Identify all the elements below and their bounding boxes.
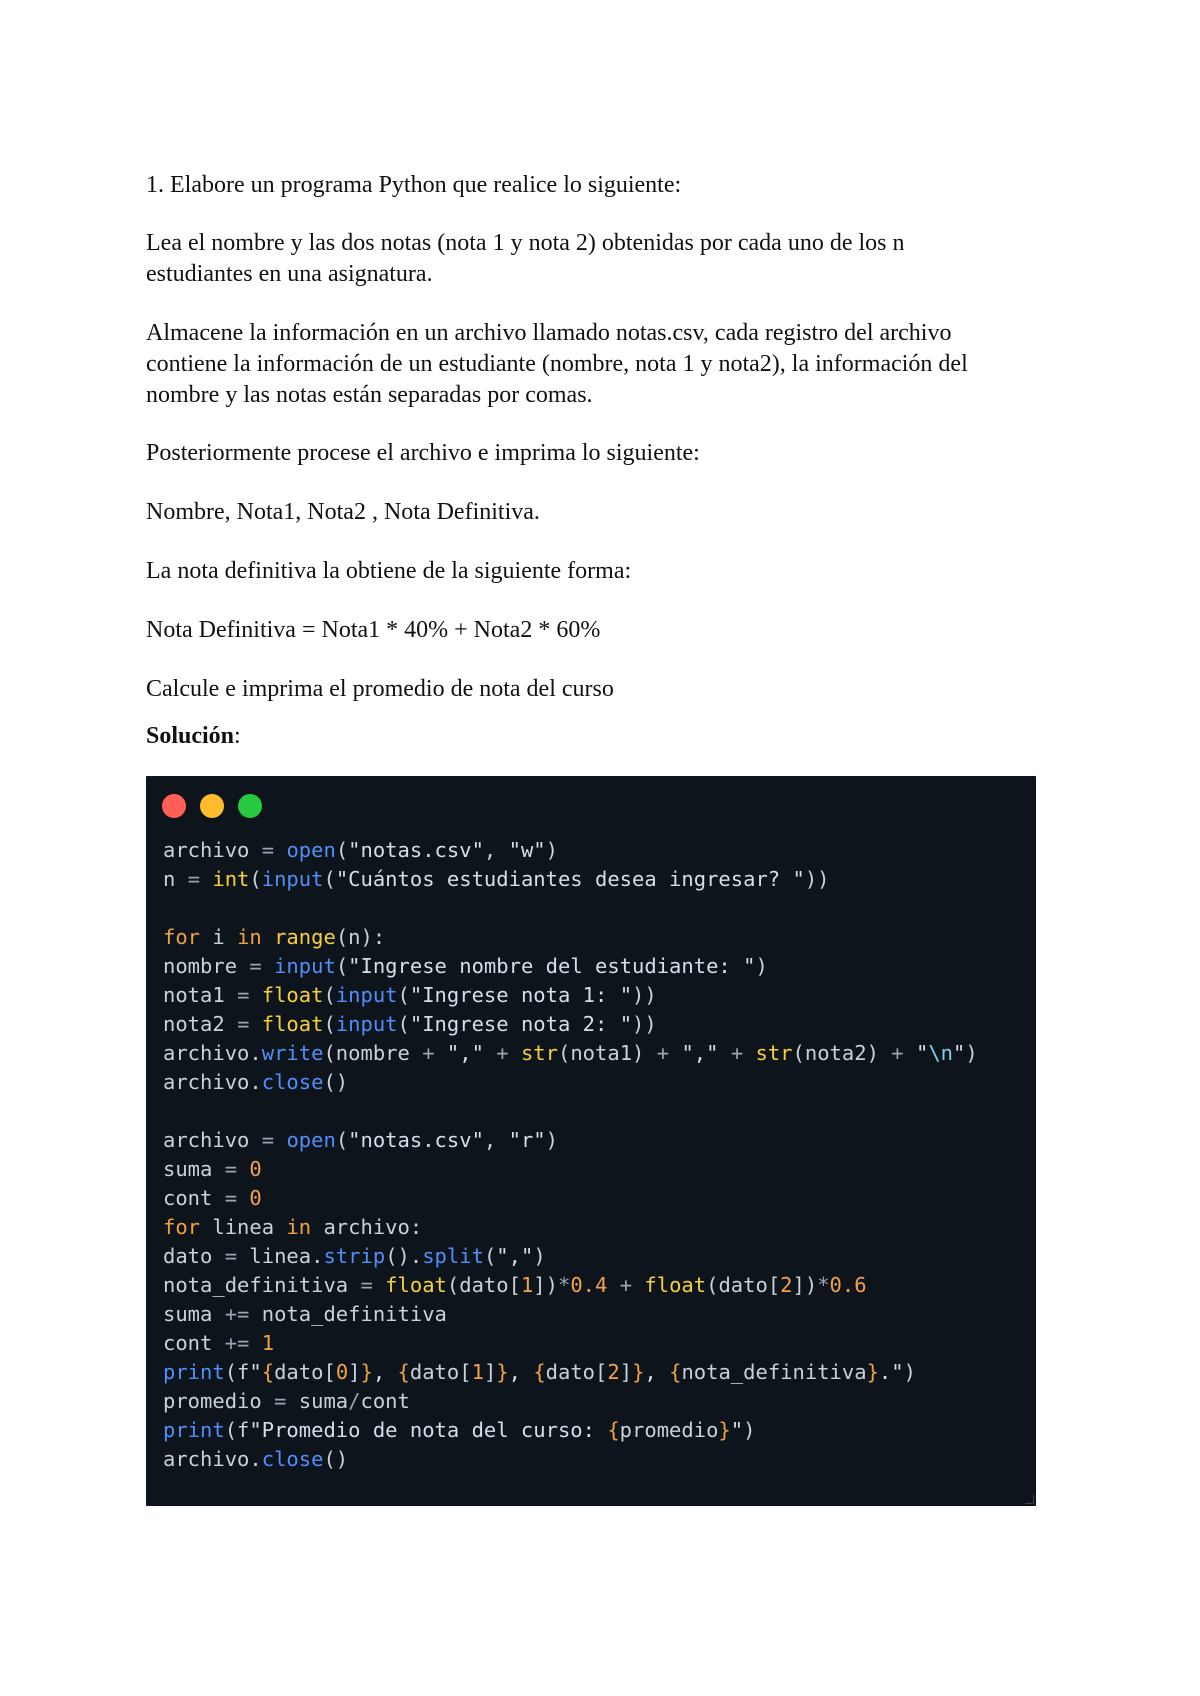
code-token: int: [212, 867, 250, 891]
code-token: nombre: [163, 954, 250, 978]
code-token: [484, 1041, 496, 1065]
code-token: *: [817, 1273, 830, 1297]
code-token: "w": [508, 838, 546, 862]
code-token: input: [335, 983, 398, 1007]
code-token: dato[: [409, 1360, 472, 1384]
code-token: .": [878, 1360, 904, 1384]
code-line: [163, 1387, 978, 1416]
code-line: [163, 1039, 978, 1068]
code-token: =: [261, 838, 275, 862]
code-token: (dato[: [446, 1273, 521, 1297]
code-line: [163, 1242, 978, 1271]
code-token: 0.6: [829, 1273, 867, 1297]
code-token: print: [163, 1418, 225, 1442]
code-token: ]: [348, 1360, 361, 1384]
read-paragraph-line-2: estudiantes en una asignatura.: [146, 261, 433, 287]
code-token: for: [163, 925, 201, 949]
code-token: [435, 1041, 447, 1065]
code-token: (nota1): [558, 1041, 657, 1065]
code-block: [163, 836, 978, 1474]
code-token: =: [249, 954, 262, 978]
code-token: [274, 838, 286, 862]
code-token: ,: [483, 838, 509, 862]
code-token: str: [755, 1041, 793, 1065]
code-line: [163, 981, 978, 1010]
formula-paragraph: Nota Definitiva = Nota1 * 40% + Nota2 * 60%: [146, 617, 601, 643]
code-token: +: [422, 1041, 435, 1065]
code-token: write: [261, 1041, 324, 1065]
code-token: close: [261, 1070, 324, 1094]
code-token: [718, 1041, 730, 1065]
code-token: n: [163, 867, 188, 891]
code-token: ().: [385, 1244, 423, 1268]
code-token: 0: [249, 1157, 262, 1181]
code-line: [163, 1126, 978, 1155]
code-token: {: [533, 1360, 546, 1384]
code-token: ): [965, 1041, 978, 1065]
code-token: archivo.: [163, 1041, 262, 1065]
code-token: ",": [446, 1041, 484, 1065]
code-token: =: [224, 1157, 238, 1181]
code-token: linea: [200, 1215, 287, 1239]
code-token: "Cuántos estudiantes desea ingresar? ": [335, 867, 805, 891]
code-token: print: [163, 1360, 225, 1384]
minimize-dot-icon: [200, 794, 224, 818]
code-token: [262, 954, 274, 978]
code-token: "Ingrese nota 2: ": [409, 1012, 633, 1036]
code-token: 2: [780, 1273, 793, 1297]
code-token: "notas.csv": [348, 838, 484, 862]
code-token: }: [866, 1360, 879, 1384]
solution-label-colon: :: [234, 723, 241, 749]
code-token: +: [619, 1273, 633, 1297]
code-token: 1: [261, 1331, 275, 1355]
store-paragraph-line-2: contiene la información de un estudiante (nombre, nota 1 y nota2), la información del: [146, 351, 968, 377]
code-token: float: [261, 983, 324, 1007]
read-paragraph-line-1: Lea el nombre y las dos notas (nota 1 y nota 2) obtenidas por cada uno de los n: [146, 230, 905, 256]
code-token: linea.: [237, 1244, 324, 1268]
code-token: [249, 983, 261, 1007]
code-token: =: [237, 1012, 250, 1036]
code-token: =: [237, 983, 250, 1007]
code-token: archivo: [163, 838, 262, 862]
code-token: =: [187, 867, 201, 891]
code-line: [163, 923, 978, 952]
code-token: nota_definitiva: [249, 1302, 447, 1326]
code-token: ,: [644, 1360, 670, 1384]
code-token: ): [545, 838, 558, 862]
code-line: [163, 1271, 978, 1300]
code-token: (dato[: [706, 1273, 781, 1297]
code-token: (: [397, 983, 410, 1007]
code-token: (n):: [335, 925, 386, 949]
code-token: {: [261, 1360, 275, 1384]
code-token: [669, 1041, 681, 1065]
code-token: nota_definitiva: [163, 1273, 361, 1297]
code-token: archivo.: [163, 1070, 262, 1094]
code-token: )): [804, 867, 830, 891]
code-token: (: [323, 867, 336, 891]
code-token: +: [730, 1041, 744, 1065]
code-token: [262, 925, 274, 949]
code-token: cont: [163, 1186, 225, 1210]
code-token: cont: [360, 1389, 410, 1413]
code-token: [249, 1012, 261, 1036]
code-token: "Ingrese nombre del estudiante: ": [348, 954, 756, 978]
code-line: [163, 1358, 978, 1387]
code-token: {: [397, 1360, 410, 1384]
code-token: in: [237, 925, 262, 949]
code-token: strip: [323, 1244, 386, 1268]
code-token: ": [953, 1041, 966, 1065]
code-token: 2: [607, 1360, 620, 1384]
code-line: [163, 1445, 978, 1474]
solution-label-text: Solución: [146, 723, 235, 749]
code-token: promedio: [163, 1389, 275, 1413]
code-token: 1: [520, 1273, 534, 1297]
code-token: [509, 1041, 521, 1065]
code-line: [163, 1155, 978, 1184]
code-token: {: [669, 1360, 682, 1384]
code-token: (f: [224, 1418, 250, 1442]
process-paragraph: Posteriormente procese el archivo e imprima lo siguiente:: [146, 440, 700, 466]
code-token: archivo:: [311, 1215, 423, 1239]
code-line: [163, 1416, 978, 1445]
code-token: [607, 1273, 619, 1297]
code-token: 0: [249, 1186, 262, 1210]
definitiva-paragraph: La nota definitiva la obtiene de la siguiente forma:: [146, 558, 632, 584]
fields-paragraph: Nombre, Nota1, Nota2 , Nota Definitiva.: [146, 499, 540, 525]
code-token: *: [557, 1273, 571, 1297]
code-token: ): [755, 954, 768, 978]
code-token: )): [632, 1012, 657, 1036]
code-token: float: [385, 1273, 447, 1297]
code-line: [163, 836, 978, 865]
question-heading: 1. Elabore un programa Python que realice lo siguiente:: [146, 172, 682, 198]
code-token: (: [335, 1128, 349, 1152]
code-token: "Ingrese nota 1: ": [409, 983, 633, 1007]
code-token: (): [323, 1070, 349, 1094]
code-token: archivo: [163, 1128, 262, 1152]
code-line: [163, 1068, 978, 1097]
code-line: [163, 1329, 978, 1358]
code-token: (: [323, 983, 336, 1007]
code-token: +: [656, 1041, 670, 1065]
code-token: ): [545, 1128, 558, 1152]
code-token: +=: [224, 1302, 250, 1326]
code-token: "r": [508, 1128, 546, 1152]
code-line: [163, 1300, 978, 1329]
code-token: "Promedio de nota del curso:: [249, 1418, 608, 1442]
code-token: open: [286, 1128, 336, 1152]
code-token: float: [261, 1012, 324, 1036]
code-token: (: [335, 954, 349, 978]
code-token: ): [533, 1244, 546, 1268]
code-token: =: [274, 1389, 287, 1413]
code-token: }: [360, 1360, 373, 1384]
code-token: [200, 867, 212, 891]
code-token: (: [323, 1012, 336, 1036]
code-token: }: [718, 1418, 731, 1442]
code-token: input: [274, 954, 336, 978]
code-token: input: [261, 867, 324, 891]
code-token: [904, 1041, 916, 1065]
code-token: =: [224, 1244, 238, 1268]
code-token: in: [286, 1215, 312, 1239]
code-token: ",": [496, 1244, 534, 1268]
code-token: (: [483, 1244, 497, 1268]
code-token: split: [422, 1244, 484, 1268]
maximize-dot-icon: [238, 794, 262, 818]
code-token: input: [335, 1012, 398, 1036]
code-token: range: [274, 925, 336, 949]
code-token: 0: [335, 1360, 349, 1384]
solution-label: [146, 721, 1066, 752]
code-token: suma: [286, 1389, 349, 1413]
code-token: (: [397, 1012, 410, 1036]
code-token: ,: [372, 1360, 398, 1384]
code-token: for: [163, 1215, 201, 1239]
code-token: dato[: [545, 1360, 608, 1384]
code-token: ,: [483, 1128, 509, 1152]
code-token: (: [335, 838, 349, 862]
code-token: [249, 1331, 261, 1355]
code-token: float: [644, 1273, 707, 1297]
store-paragraph-line-3: nombre y las notas están separadas por comas.: [146, 382, 593, 408]
code-token: ]): [792, 1273, 818, 1297]
code-token: [237, 1186, 249, 1210]
code-line: [163, 952, 978, 981]
code-token: [237, 1157, 249, 1181]
code-token: (: [249, 867, 262, 891]
code-token: }: [632, 1360, 645, 1384]
code-token: ]: [483, 1360, 497, 1384]
code-token: ": [249, 1360, 262, 1384]
code-line: [163, 894, 978, 923]
code-token: 1: [471, 1360, 484, 1384]
code-token: ",": [681, 1041, 719, 1065]
code-token: dato[: [274, 1360, 336, 1384]
code-token: dato: [163, 1244, 225, 1268]
code-token: +=: [224, 1331, 250, 1355]
code-line: [163, 1184, 978, 1213]
code-token: str: [520, 1041, 558, 1065]
code-token: }: [496, 1360, 509, 1384]
code-line: [163, 1010, 978, 1039]
code-token: =: [360, 1273, 373, 1297]
code-token: suma: [163, 1302, 225, 1326]
code-token: close: [261, 1447, 324, 1471]
code-line: [163, 865, 978, 894]
code-token: {: [607, 1418, 620, 1442]
code-token: suma: [163, 1157, 225, 1181]
resize-grip-icon: [1025, 1495, 1034, 1504]
code-token: ]): [533, 1273, 558, 1297]
code-token: (f: [224, 1360, 250, 1384]
code-token: ": [730, 1418, 744, 1442]
code-window: [146, 776, 1036, 1506]
code-line: [163, 1213, 978, 1242]
code-token: nota1: [163, 983, 238, 1007]
code-token: promedio: [619, 1418, 719, 1442]
code-token: \n: [928, 1041, 953, 1065]
code-token: +: [496, 1041, 509, 1065]
code-token: nota_definitiva: [681, 1360, 867, 1384]
code-token: +: [891, 1041, 904, 1065]
code-token: =: [224, 1186, 238, 1210]
code-token: i: [200, 925, 238, 949]
code-token: /: [348, 1389, 361, 1413]
code-token: [274, 1128, 286, 1152]
code-token: ,: [508, 1360, 534, 1384]
code-token: ): [743, 1418, 756, 1442]
code-token: [743, 1041, 755, 1065]
code-token: open: [286, 838, 336, 862]
code-token: "notas.csv": [348, 1128, 484, 1152]
code-token: ]: [619, 1360, 633, 1384]
code-token: ": [915, 1041, 929, 1065]
code-token: =: [261, 1128, 275, 1152]
code-token: archivo.: [163, 1447, 262, 1471]
code-token: ): [903, 1360, 916, 1384]
store-paragraph-line-1: Almacene la información en un archivo llamado notas.csv, cada registro del archivo: [146, 320, 952, 346]
code-token: 0.4: [570, 1273, 608, 1297]
close-dot-icon: [162, 794, 186, 818]
code-token: cont: [163, 1331, 225, 1355]
code-token: (): [323, 1447, 349, 1471]
code-token: nota2: [163, 1012, 238, 1036]
code-line: [163, 1097, 978, 1126]
code-token: (nombre: [323, 1041, 423, 1065]
code-token: )): [632, 983, 657, 1007]
code-token: (nota2): [792, 1041, 892, 1065]
code-token: [373, 1273, 385, 1297]
average-paragraph: Calcule e imprima el promedio de nota del curso: [146, 676, 614, 702]
code-token: [632, 1273, 644, 1297]
